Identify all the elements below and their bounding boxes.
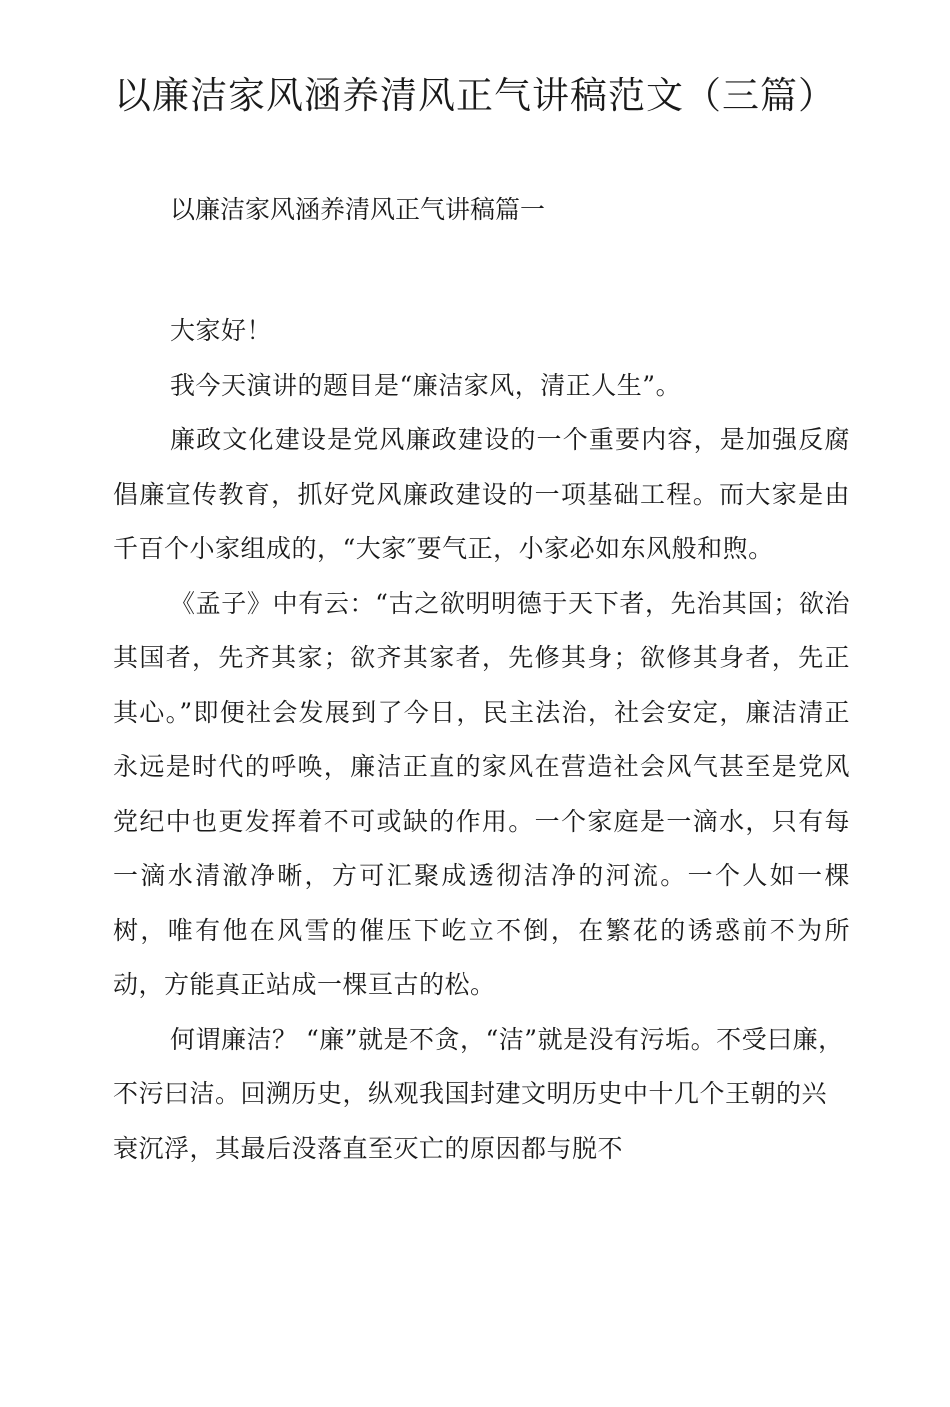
paragraph-greeting: 大家好！ [170, 316, 273, 345]
section-heading: 以廉洁家风涵养清风正气讲稿篇一 [170, 195, 546, 224]
document-title: 以廉洁家风涵养清风正气讲稿范文（三篇） [114, 74, 836, 117]
paragraph-definition: 何谓廉洁？ “廉”就是不贪，“洁”就是没有污垢。不受曰廉，不污曰洁。回溯历史，纵观我国封建文明历史中十几个王朝的兴衰沉浮，其最后没落直至灭亡的原因都与脱不 [113, 1024, 844, 1163]
paragraph-culture: 廉政文化建设是党风廉政建设的一个重要内容，是加强反腐倡廉宣传教育，抓好党风廉政建设的一项基础工程。而大家是由千百个小家组成的，“大家″要气正，小家必如东风般和煦。 [113, 425, 850, 563]
document-body [113, 304, 850, 1176]
paragraph-mencius: 《孟子》中有云：“古之欲明明德于天下者，先治其国；欲治其国者，先齐其家；欲齐其家者，先修其身；欲修其身者，先正其心。”即便社会发展到了今日，民主法治，社会安定，廉洁清正永远是时代的呼唤，廉洁正直的家风在营造社会风气甚至是党风党纪中也更发挥着不可或缺的作用。一个家庭是一滴水，只有每一滴水清澈净晰，方可汇聚成透彻洁净的河流。一个人如一棵树，唯有他在风雪的催压下屹立不倒，在繁花的诱惑前不为所动，方能真正站成一棵亘古的松。 [113, 588, 850, 999]
paragraph-topic: 我今天演讲的题目是“廉洁家风，清正人生”。 [170, 370, 682, 400]
